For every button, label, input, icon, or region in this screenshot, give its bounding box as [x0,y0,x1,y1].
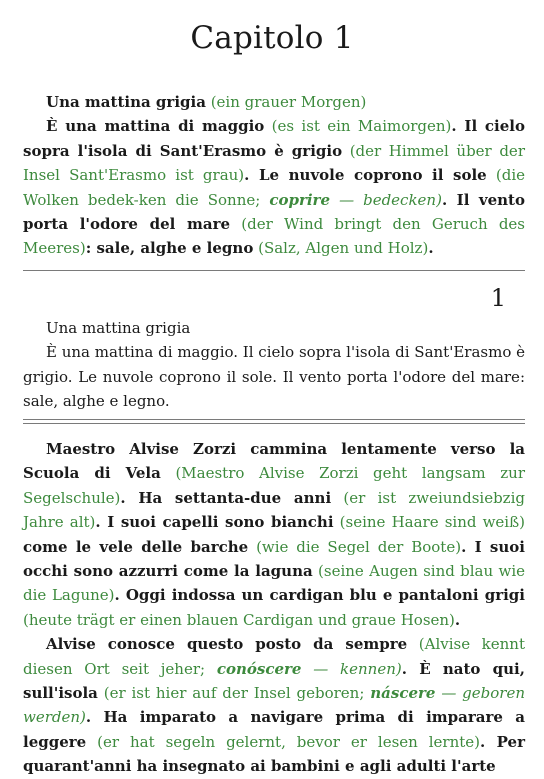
sentence-german: (Salz, Algen und Holz) [258,239,429,258]
vocab-german: — geboren werden) [23,684,525,727]
sentence-german: (es ist ein Maimorgen) [271,117,452,136]
sentence-german: (der Himmel über der Insel Sant'Erasmo ist grau) [23,141,525,185]
plain-heading: Una mattina grigia [46,319,191,337]
bilingual-paragraph-3: Alvise conosce questo posto da sempre (Alvise kennt diesen Ort seit jeher; conóscere — kennen). È nato qui, sull'isola (er ist hier auf der Insel geboren; náscere — geboren werden). Ha imparato a navigare prima di imparare a leggere (er hat segeln gelernt, bevor er lesen lernte). Per quarant'anni ha insegnato ai bambini e agli adulti l'arte [23,635,525,776]
vocab-italian: coprire [269,190,331,209]
double-divider [23,419,525,424]
sentence-german: (heute trägt er einen blauen Cardigan und graue Hosen) [23,610,455,629]
sentence-german: (wie die Segel der Boote) [256,537,462,556]
section-number: 1 [490,284,506,312]
sentence-german: (der Wind bringt den Geruch des Meeres) [23,215,525,258]
sentence-italian: I suoi capelli sono bianchi [107,513,334,532]
bilingual-paragraph: È una mattina di maggio (es ist ein Maimorgen). Il cielo sopra l'isola di Sant'Erasmo è grigio (der Himmel über der Insel Sant'Erasmo ist grau). Le nuvole coprono il sole (die Wolken bedek-ken die Sonne; coprire — bedecken). Il vento porta l'odore del mare (der Wind bringt den Geruch des Meeres): sale, alghe e legno (Salz, Algen und Holz). [23,117,525,258]
sentence-italian: È una mattina di maggio [46,117,265,136]
sentence-italian: Il cielo sopra l'isola di Sant'Erasmo è grigio [23,117,525,160]
sentence-italian: Le nuvole coprono il sole [258,166,487,185]
vocab-german: — bedecken) [339,190,442,209]
sentence-german: (er ist zweiundsiebzig Jahre alt) [23,488,525,532]
vocab-italian: conóscere [216,659,302,678]
sentence-italian: sale, alghe e legno [96,239,254,258]
sentence-german: (seine Augen sind blau wie die Lagune) [23,562,525,605]
plain-paragraph: È una mattina di maggio. Il cielo sopra l'isola di Sant'Erasmo è grigio. Le nuvole coprono il sole. Il vento porta l'odore del mare: sale, alghe e legno. [23,343,525,411]
sentence-italian: Ha settanta-due anni [138,488,332,507]
plain-section [23,316,525,414]
sentence-german: (die Wolken bedek-ken die Sonne; [23,166,525,209]
sentence-german: (seine Haare sind weiß) [339,513,525,532]
sentence-italian: Alvise conosce questo posto da sempre [46,635,408,654]
sentence-italian: come le vele delle barche [23,537,249,556]
sentence-italian: Oggi indossa un cardigan blu e pantaloni grigi [125,586,525,605]
bilingual-section [23,90,525,261]
vocab-german: — kennen) [313,659,402,678]
sentence-italian: I suoi occhi sono azzurri come la laguna [23,537,525,581]
sentence-german: (Alvise kennt diesen Ort seit jeher; [23,635,525,678]
sentence-german: (er ist hier auf der Insel geboren; [103,684,365,703]
sentence-german: (er hat segeln gelernt, bevor er lesen lernte) [97,732,481,751]
sentence-italian: Ha imparato a navigare prima di imparare a leggere [23,708,525,751]
bilingual-heading [23,90,525,114]
chapter-title: Capitolo 1 [190,20,354,56]
vocab-italian: náscere [370,684,436,703]
sentence-german: (Maestro Alvise Zorzi geht langsam zur Segelschule) [23,464,525,507]
sentence-italian: Il vento porta l'odore del mare [23,190,525,234]
sentence-italian: Maestro Alvise Zorzi cammina lentamente verso la Scuola di Vela [23,440,525,483]
sentence-italian: Per quarant'anni ha insegnato ai bambini e agli adulti l'arte [23,732,525,776]
sentence-italian: È nato qui, sull'isola [23,659,525,703]
heading-german: (ein grauer Morgen) [210,93,367,111]
section-divider [23,270,525,271]
bilingual-paragraph-2: Maestro Alvise Zorzi cammina lentamente verso la Scuola di Vela (Maestro Alvise Zorzi geht langsam zur Segelschule). Ha settanta-due anni (er ist zweiundsiebzig Jahre alt). I suoi capelli sono bianchi (seine Haare sind weiß) come le vele delle barche (wie die Segel der Boote). I suoi occhi sono azzurri come la laguna (seine Augen sind blau wie die Lagune). Oggi indossa un cardigan blu e pantaloni grigi (heute trägt er einen blauen Cardigan und graue Hosen). Alvise conosce questo posto da sempre (Alvise kennt diesen Ort seit jeher; conóscere — kennen). È nato qui, sull'isola (er ist hier auf der Insel geboren; náscere — geboren werden). Ha imparato a navigare prima di imparare a leggere (er hat segeln gelernt, bevor er lesen lernte). Per quarant'anni ha insegnato ai bambini e agli adulti l'arte [23,437,525,779]
heading-italian: Una mattina grigia [46,93,206,111]
